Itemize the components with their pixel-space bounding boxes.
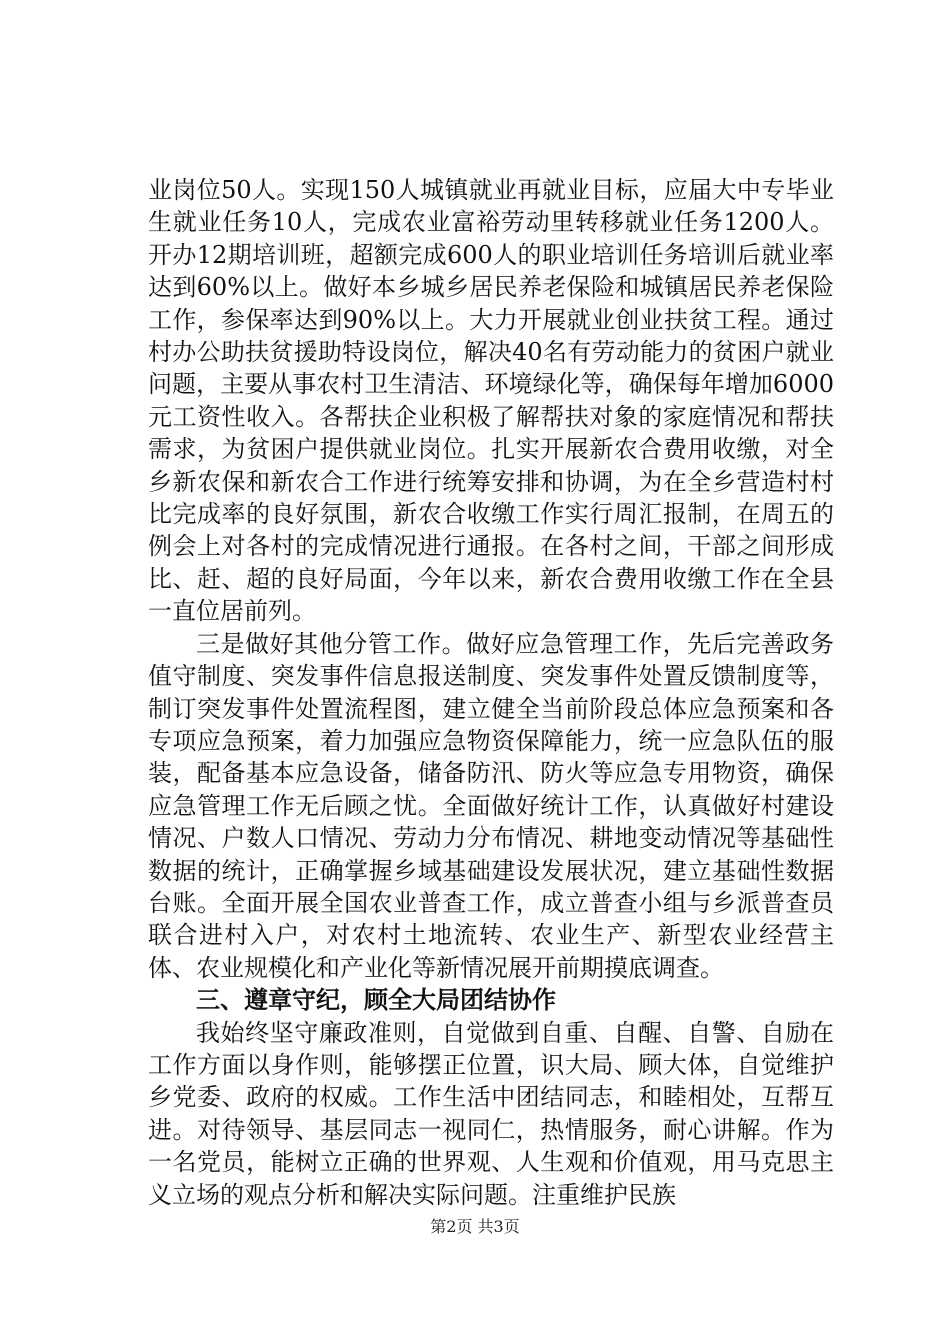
page-footer: 第2页 共3页 bbox=[430, 1217, 520, 1236]
paragraph-employment: 业岗位50人。实现150人城镇就业再就业目标，应届大中专毕业生就业任务10人，完成农业富裕劳动里转移就业任务1200人。开办12期培训班，超额完成600人的职业培训任务培训后就业率达到60%以上。做好本乡城乡居民养老保险和城镇居民养老保险工作，参保率达到90%以上。大力开展就业创业扶贫工程。通过村办公助扶贫援助特设岗位，解决40名有劳动能力的贫困户就业问题，主要从事农村卫生清洁、环境绿化等，确保每年增加6000元工资性收入。各帮扶企业积极了解帮扶对象的家庭情况和帮扶需求，为贫困户提供就业岗位。扎实开展新农合费用收缴，对全乡新农保和新农合工作进行统筹安排和协调，为在全乡营造村村比完成率的良好氛围，新农合收缴工作实行周汇报制，在周五的例会上对各村的完成情况进行通报。在各村之间，干部之间形成比、赶、超的良好局面，今年以来，新农合费用收缴工作在全县一直位居前列。 bbox=[148, 176, 834, 626]
document-body bbox=[148, 174, 834, 1211]
paragraph-other-duties: 三是做好其他分管工作。做好应急管理工作，先后完善政务值守制度、突发事件信息报送制度、突发事件处置反馈制度等，制订突发事件处置流程图，建立健全当前阶段总体应急预案和各专项应急预案，着力加强应急物资保障能力，统一应急队伍的服装，配备基本应急设备，储备防汛、防火等应急专用物资，确保应急管理工作无后顾之忧。全面做好统计工作，认真做好村建设情况、户数人口情况、劳动力分布情况、耕地变动情况等基础性数据的统计，正确掌握乡域基础建设发展状况，建立基础性数据台账。全面开展全国农业普查工作，成立普查小组与乡派普查员联合进村入户，对农村土地流转、农业生产、新型农业经营主体、农业规模化和产业化等新情况展开前期摸底调查。 bbox=[148, 629, 834, 982]
paragraph-discipline: 我始终坚守廉政准则，自觉做到自重、自醒、自警、自励在工作方面以身作则，能够摆正位置，识大局、顾大体，自觉维护乡党委、政府的权威。工作生活中团结同志，和睦相处，互帮互进。对待领导、基层同志一视同仁，热情服务，耐心讲解。作为一名党员，能树立正确的世界观、人生观和价值观，用马克思主义立场的观点分析和解决实际问题。注重维护民族 bbox=[148, 1018, 834, 1209]
section-heading: 三、遵章守纪，顾全大局团结协作 bbox=[196, 986, 556, 1015]
